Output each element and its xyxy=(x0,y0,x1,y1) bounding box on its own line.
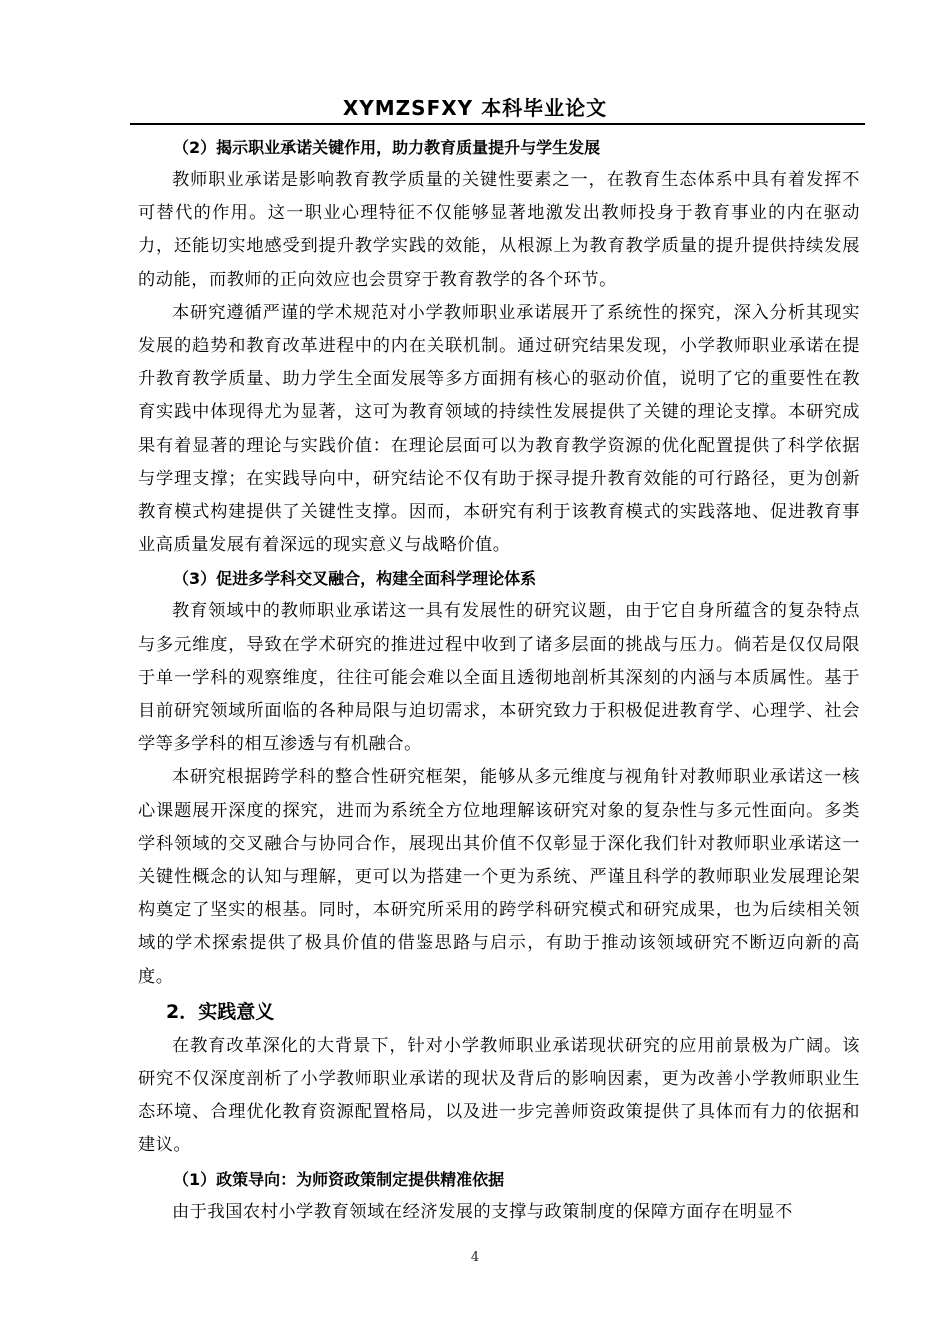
paragraph-4: 本研究根据跨学科的整合性研究框架，能够从多元维度与视角针对教师职业承诺这一核心课题展开深度的探究，进而为系统全方位地理解该研究对象的复杂性与多元性面向。多类学科领域的交叉融合与协同合作，展现出其价值不仅彰显于深化我们针对教师职业承诺这一关键性概念的认知与理解，更可以为搭建一个更为系统、严谨且科学的教师职业发展理论架构奠定了坚实的根基。同时，本研究所采用的跨学科研究模式和研究成果，也为后续相关领域的学术探索提供了极具价值的借鉴思路与启示，有助于推动该领域研究不断迈向新的高度。 xyxy=(138,767,860,987)
subsection-heading-2: （2）揭示职业承诺关键作用，助力教育质量提升与学生发展 xyxy=(173,138,601,157)
paragraph-3: 教育领域中的教师职业承诺这一具有发展性的研究议题，由于它自身所蕴含的复杂特点与多元维度，导致在学术研究的推进过程中收到了诸多层面的挑战与压力。倘若是仅仅局限于单一学科的观察维度，往往可能会难以全面且透彻地剖析其深刻的内涵与本质属性。基于目前研究领域所面临的各种局限与迫切需求，本研究致力于积极促进教育学、心理学、社会学等多学科的相互渗透与有机融合。 xyxy=(138,601,860,755)
subsection-heading-policy: （1）政策导向：为师资政策制定提供精准依据 xyxy=(173,1169,505,1189)
subsection-heading-3: （3）促进多学科交叉融合，构建全面科学理论体系 xyxy=(173,569,537,589)
header-title: XYMZSFXY 本科毕业论文 xyxy=(342,96,608,120)
page-number: 4 xyxy=(470,1250,480,1265)
paragraph-6: 由于我国农村小学教育领域在经济发展的支撑与政策制度的保障方面存在明显不 xyxy=(172,1201,793,1222)
paragraph-1: 教师职业承诺是影响教育教学质量的关键性要素之一，在教育生态体系中具有着发挥不可替代的作用。这一职业心理特征不仅能够显著地激发出教师投身于教育事业的内在驱动力，还能切实地感受到提升教学实践的效能，从根源上为教育教学质量的提升提供持续发展的动能，而教师的正向效应也会贯穿于教育教学的各个环节。 xyxy=(138,170,860,290)
paragraph-2: 本研究遵循严谨的学术规范对小学教师职业承诺展开了系统性的探究，深入分析其现实发展的趋势和教育改革进程中的内在关联机制。通过研究结果发现，小学教师职业承诺在提升教育教学质量、助力学生全面发展等多方面拥有核心的驱动价值，说明了它的重要性在教育实践中体现得尤为显著，这可为教育领域的持续性发展提供了关键的理论支撑。本研究成果有着显著的理论与实践价值：在理论层面可以为教育教学资源的优化配置提供了科学依据与学理支撑；在实践导向中，研究结论不仅有助于探寻提升教育效能的可行路径，更为创新教育模式构建提供了关键性支撑。因而，本研究有利于该教育模式的实践落地、促进教育事业高质量发展有着深远的现实意义与战略价值。 xyxy=(138,302,860,556)
header-divider xyxy=(130,123,865,125)
thesis-body xyxy=(138,131,860,1229)
paragraph-5: 在教育改革深化的大背景下，针对小学教师职业承诺现状研究的应用前景极为广阔。该研究不仅深度剖析了小学教师职业承诺的现状及背后的影响因素，更为改善小学教师职业生态环境、合理优化教育资源配置格局，以及进一步完善师资政策提供了具体而有力的依据和建议。 xyxy=(138,1035,860,1156)
section-heading-practice: 2．实践意义 xyxy=(166,1000,275,1023)
